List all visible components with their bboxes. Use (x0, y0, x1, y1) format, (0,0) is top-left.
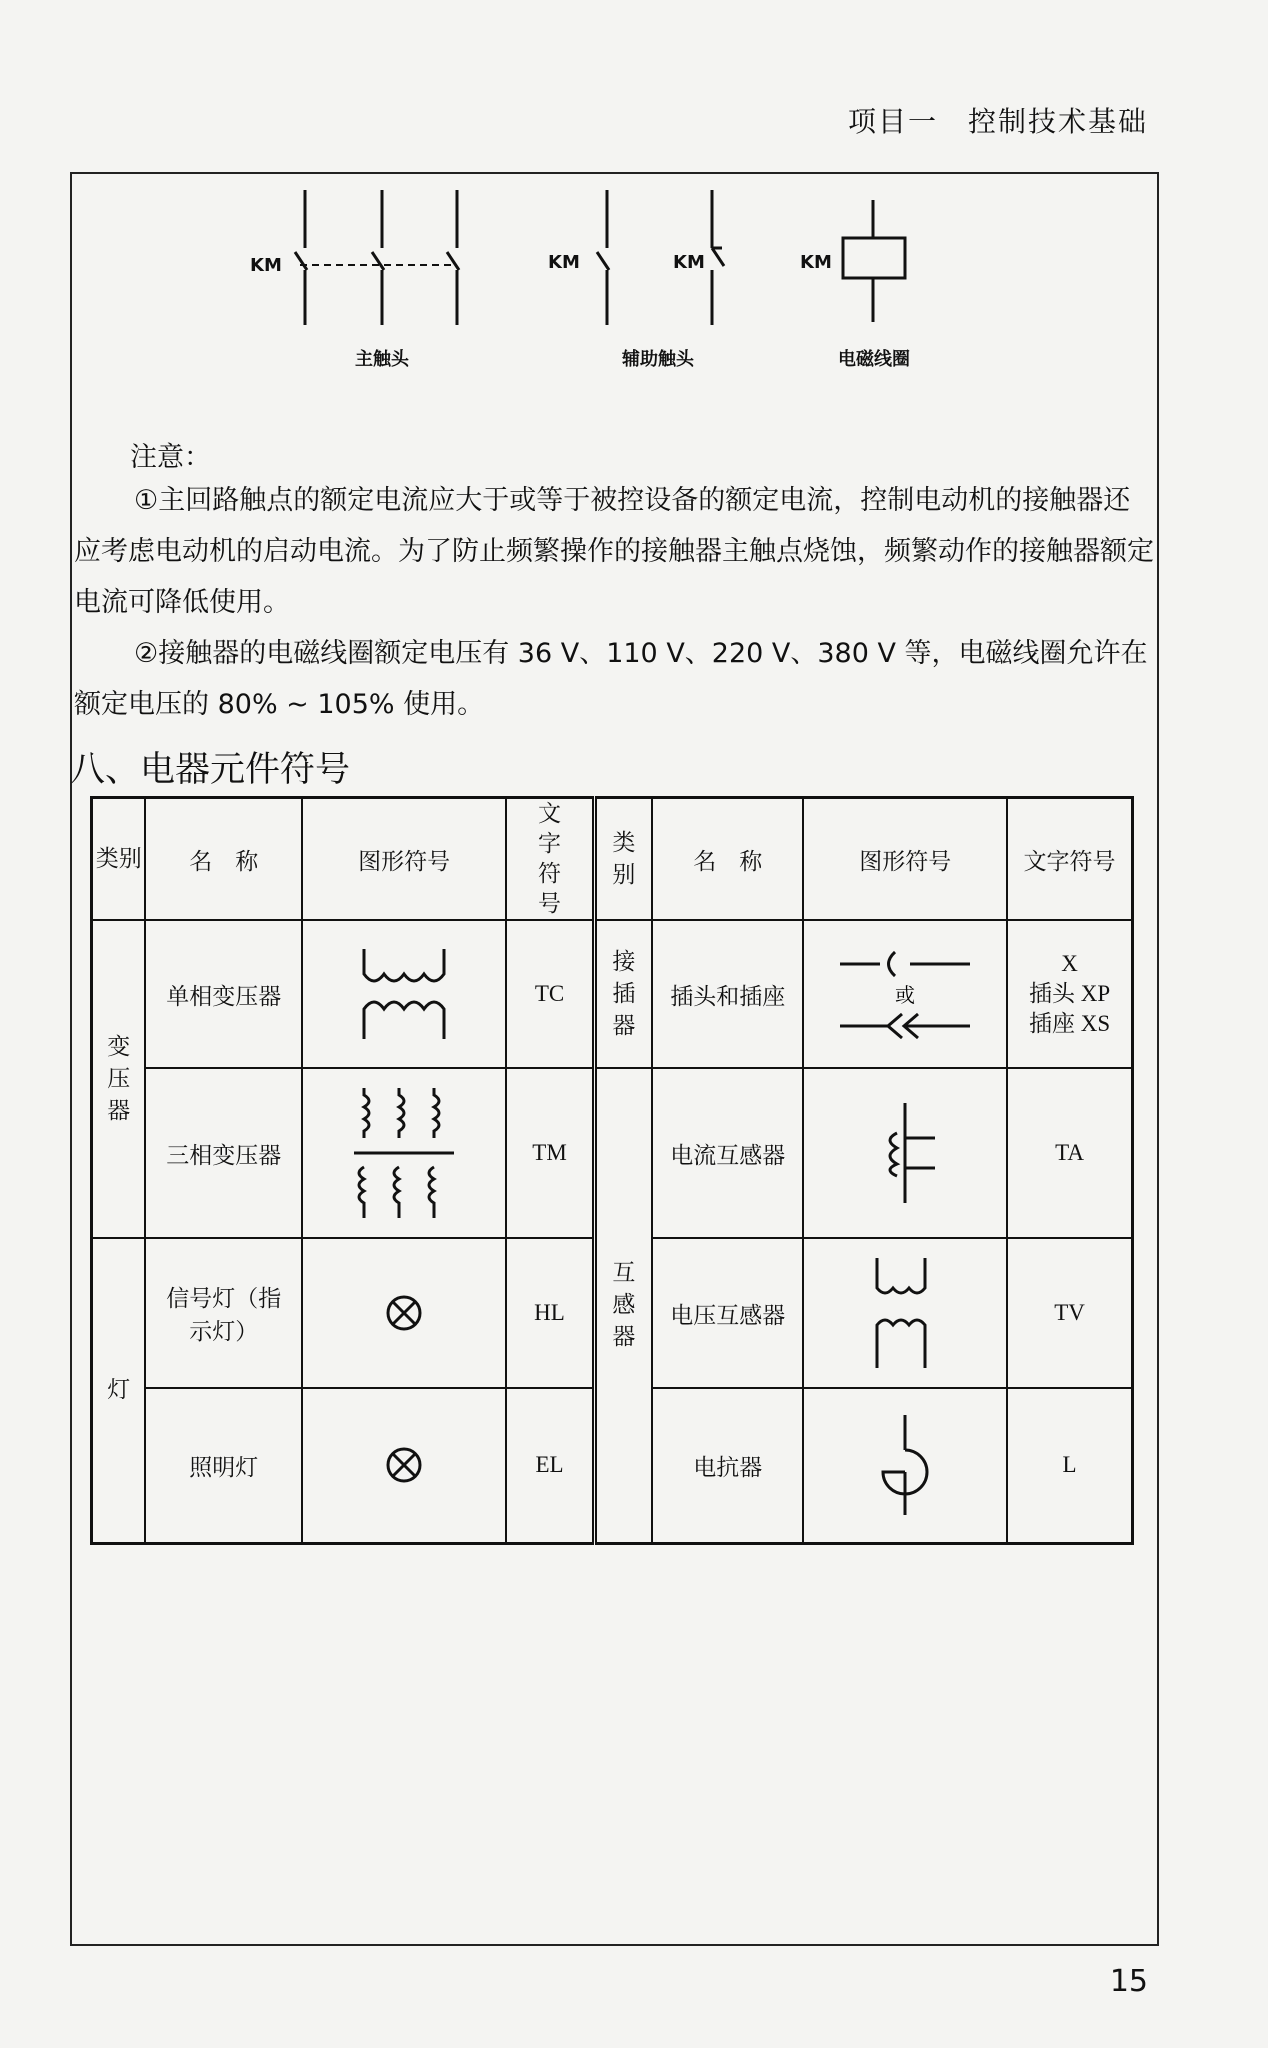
contactor-diagram (0, 0, 1268, 400)
note-paragraph-2: ②接触器的电磁线圈额定电压有 36 V、110 V、220 V、380 V 等，电磁线圈允许在额定电压的 80% ~ 105% 使用。 (74, 638, 1148, 720)
table-row (92, 1068, 1133, 1238)
name-current-transformer: 电流互感器 (652, 1068, 803, 1238)
name-plug-socket: 插头和插座 (652, 920, 803, 1068)
code-hl: HL (506, 1238, 594, 1388)
signal-lamp-symbol (302, 1238, 506, 1388)
code-tm: TM (506, 1068, 594, 1238)
code-plug-socket (1007, 920, 1132, 1068)
name-three-phase-transformer: 三相变压器 (145, 1068, 302, 1238)
name-voltage-transformer: 电压互感器 (652, 1238, 803, 1388)
km-label-aux-no: KM (548, 252, 580, 273)
current-transformer-symbol (803, 1068, 1007, 1238)
table-header-row (92, 798, 1133, 921)
page-number: 15 (1109, 1964, 1148, 1999)
note-intro: 注意： (130, 442, 211, 473)
code-el: EL (506, 1388, 594, 1543)
header-category: 类别 (92, 798, 146, 921)
name-single-phase-transformer: 单相变压器 (145, 920, 302, 1068)
header-symbol: 图形符号 (302, 798, 506, 921)
lighting-lamp-symbol (302, 1388, 506, 1543)
code-xp: 插头 XP (1028, 981, 1111, 1006)
reactor-symbol (803, 1388, 1007, 1543)
name-reactor: 电抗器 (652, 1388, 803, 1543)
code-l: L (1007, 1388, 1132, 1543)
header-code-right: 文字符号 (1007, 798, 1132, 921)
name-signal-lamp: 信号灯（指示灯） (145, 1238, 302, 1388)
category-transformer: 变压器 (92, 920, 146, 1238)
note-body (74, 475, 1154, 730)
header-name-right: 名 称 (652, 798, 803, 921)
code-x: X (1061, 951, 1078, 976)
category-lamp: 灯 (92, 1238, 146, 1543)
km-label-main: KM (250, 255, 282, 276)
plug-or-text: 或 (895, 983, 916, 1007)
header-symbol-right: 图形符号 (803, 798, 1007, 921)
header-name: 名 称 (145, 798, 302, 921)
header-category-right: 类别 (594, 798, 652, 921)
code-tc: TC (506, 920, 594, 1068)
single-phase-transformer-symbol (302, 920, 506, 1068)
table-row (92, 920, 1133, 1068)
caption-main-contact: 主触头 (355, 349, 409, 370)
code-ta: TA (1007, 1068, 1132, 1238)
code-tv: TV (1007, 1238, 1132, 1388)
voltage-transformer-symbol (803, 1238, 1007, 1388)
running-header: 项目一 控制技术基础 (847, 105, 1148, 138)
symbol-table (90, 796, 1134, 1545)
name-lighting-lamp: 照明灯 (145, 1388, 302, 1543)
section-title: 八、电器元件符号 (70, 750, 351, 790)
category-mutual: 互感器 (594, 1068, 652, 1543)
note-paragraph-1: ①主回路触点的额定电流应大于或等于被控设备的额定电流，控制电动机的接触器还应考虑电动机的启动电流。为了防止频繁操作的接触器主触点烧蚀，频繁动作的接触器额定电流可降低使用。 (74, 485, 1154, 618)
km-label-aux-nc: KM (673, 252, 705, 273)
category-plug: 接插器 (594, 920, 652, 1068)
km-label-coil: KM (800, 252, 832, 273)
three-phase-transformer-symbol (302, 1068, 506, 1238)
plug-socket-symbol (803, 920, 1007, 1068)
header-code: 文字符号 (506, 798, 594, 921)
code-xs: 插座 XS (1028, 1011, 1111, 1036)
caption-aux-contact: 辅助触头 (622, 349, 694, 370)
caption-coil: 电磁线圈 (838, 349, 910, 370)
